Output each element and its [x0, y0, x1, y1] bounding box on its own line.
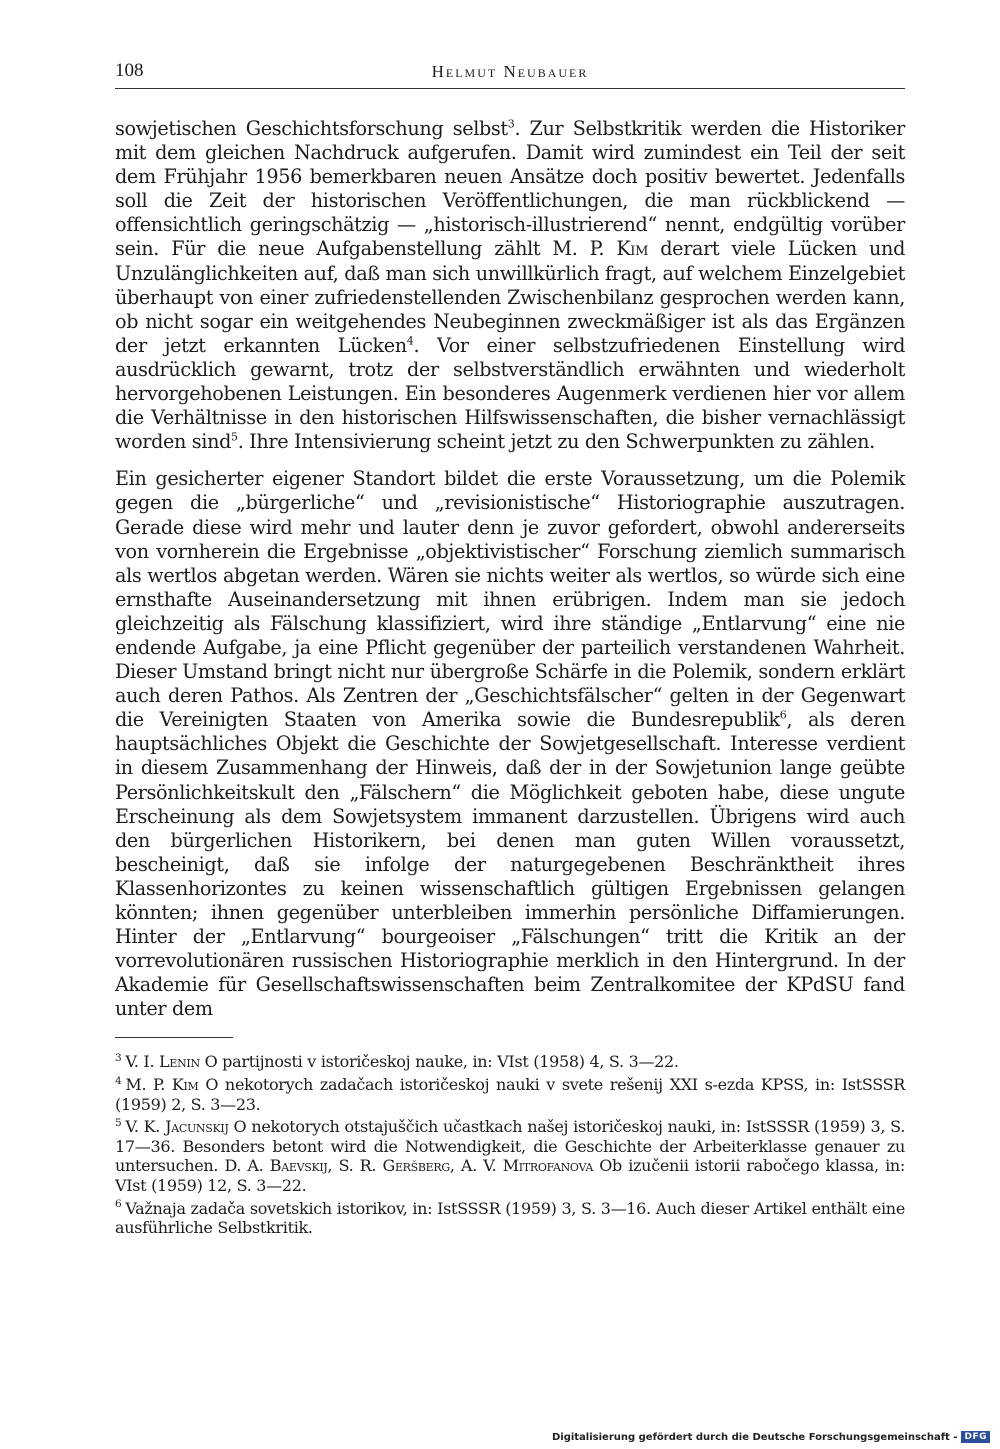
- footnote-reference[interactable]: 5: [231, 430, 238, 444]
- footnotes: [115, 1052, 905, 1237]
- text-run: , als deren hauptsächliches Objekt die Geschichte der Sowjetgesellschaft. Interesse verdient in diesem Zusammenhang der Hinweis, daß der in der Sowjetunion lange geübte Persönlichkeitskult den „Fälschern“ die Möglichkeit geboten habe, diese ungute Erscheinung als dem Sowjetsystem immanent darzustellen. Übrigens wird auch den bürgerlichen Historikern, bei denen man guten Willen voraussetzt, bescheinigt, daß sie infolge der naturgegebenen Beschränktheit ihres Klassenhorizontes zu keinen wissenschaftlich gültigen Ergebnissen gelangen könnten; ihnen gegenüber unterbleiben immerhin persönliche Diffamierungen. Hinter der „Entlarvung“ bourgeoiser „Fälschungen“ tritt die Kritik an der vorrevolutionären russischen Historiographie merklich in den Hintergrund. In der Akademie für Gesellschaftswissenschaften beim Zentralkomitee der KPdSU fand unter dem: [115, 708, 905, 1021]
- author-name: Geršberg: [382, 1156, 450, 1176]
- footnote-number: 3: [115, 1052, 122, 1065]
- text-run: . Vor einer selbstzufriedenen Einstellung wird ausdrücklich gewarnt, trotz der selbstverständlich erwähnten und wiederholt hervorgehobenen Leistungen. Ein besonderes Augenmerk verdienen hier vor allem die Verhältnisse in den historischen Hilfswissenschaften, die bisher vernachlässigt worden sind: [115, 333, 905, 454]
- text-run: derart viele Lücken und Unzulänglichkeiten auf, daß man sich unwillkürlich fragt, auf welchem Einzelgebiet überhaupt von einer zufriedenstellenden Zwischenbilanz gesprochen werden kann, ob nicht sogar ein weitgehendes Neubeginnen zweckmäßiger ist als das Ergänzen der jetzt erkannten Lücken: [115, 237, 905, 357]
- author-name: Kim: [616, 237, 649, 261]
- footnote: [115, 1199, 905, 1238]
- dfg-logo: DFG: [961, 1431, 990, 1443]
- page-header: [115, 58, 905, 89]
- page: [115, 58, 905, 1241]
- credit-text: Digitalisierung gefördert durch die Deutsche Forschungsgemeinschaft -: [551, 1431, 958, 1443]
- footnote-reference[interactable]: 3: [507, 117, 515, 131]
- text-run: sowjetischen Geschichtsforschung selbst: [115, 117, 508, 140]
- paragraph: [115, 467, 905, 1021]
- text-run: M. P.: [125, 1075, 172, 1095]
- body-text: [115, 117, 905, 1021]
- digitization-credit: [552, 1431, 990, 1443]
- text-run: . Zur Selbstkritik werden die Historiker mit dem gleichen Nachdruck aufgerufen. Damit wird zumindest ein Teil der seit dem Frühjahr 1956 bemerkbaren neuen Ansätze doch positiv bewertet. Jedenfalls soll die Zeit der historischen Veröffentlichungen, die man rückblickend — offensichtlich geringschätzig — „historisch-illustrierend“ nennt, endgültig vorüber sein. Für die neue Aufgabenstellung zählt M. P.: [115, 117, 905, 261]
- footnote-reference[interactable]: 4: [406, 334, 414, 348]
- running-head: Helmut Neubauer: [431, 62, 589, 81]
- text-run: , S. R.: [327, 1156, 383, 1176]
- author-name: Mitrofanova: [502, 1156, 593, 1176]
- author-name: Lenin: [159, 1052, 200, 1072]
- author-name: Baevskij: [269, 1156, 328, 1176]
- footnote-number: 6: [115, 1198, 122, 1211]
- footnote-divider: [115, 1037, 233, 1038]
- text-run: Važnaja zadača sovetskich istorikov, in: IstSSSR (1959) 3, S. 3—16. Auch dieser Artikel enthält eine ausführliche Selbstkritik.: [115, 1198, 905, 1238]
- text-run: V. I.: [125, 1052, 160, 1072]
- text-run: O partijnosti v istoričeskoj nauke, in: VIst (1958) 4, S. 3—22.: [199, 1052, 679, 1072]
- footnote-reference[interactable]: 6: [779, 708, 787, 722]
- text-run: . Ihre Intensivierung scheint jetzt zu den Schwerpunkten zu zählen.: [237, 430, 875, 454]
- author-name: Jacunskij: [165, 1117, 229, 1137]
- text-run: V. K.: [125, 1117, 166, 1137]
- text-run: , A. V.: [449, 1156, 503, 1176]
- text-run: Ein gesicherter eigener Standort bildet die erste Voraussetzung, um die Polemik gegen die „bürgerliche“ und „revisionistische“ Historiographie auszutragen. Gerade diese wird mehr und lauter denn je zuvor gefordert, obwohl andererseits von vornherein die Ergebnisse „objektivistischer“ Forschung ziemlich summarisch als wertlos abgetan werden. Wären sie nichts weiter als wertlos, so würde sich eine ernsthafte Auseinandersetzung mit ihnen erübrigen. Indem man sie jedoch gleichzeitig als Fälschung klassifiziert, wird ihre ständige „Entlarvung“ eine nie endende Aufgabe, ja eine Pflicht gegenüber der parteilich verstandenen Wahrheit. Dieser Umstand bringt nicht nur übergroße Schärfe in die Polemik, sondern erklärt auch deren Pathos. Als Zentren der „Geschichtsfälscher“ gelten in der Gegenwart die Vereinigten Staaten von Amerika sowie die Bundesrepublik: [115, 467, 905, 732]
- footnote: [115, 1075, 905, 1114]
- footnote: [115, 1052, 905, 1072]
- text-run: Ob izučenii istorii rabočego klassa, in: VIst (1959) 12, S. 3—22.: [115, 1156, 905, 1196]
- author-name: Kim: [171, 1075, 199, 1095]
- paragraph: [115, 117, 905, 454]
- text-run: O nekotorych otstajuščich učastkach našej istoričeskoj nauki, in: IstSSSR (1959) 3, S. 17—36. Besonders betont wird die Notwendigkeit, die Geschichte der Arbeiterklasse genauer zu untersuchen. D. A.: [115, 1117, 905, 1176]
- footnote-number: 5: [115, 1116, 122, 1129]
- footnote-number: 4: [115, 1074, 122, 1087]
- page-number: 108: [115, 60, 144, 81]
- footnote: [115, 1117, 905, 1195]
- text-run: O nekotorych zadačach istoričeskoj nauki v svete rešenij XXI s-ezda KPSS, in: IstSSSR (1959) 2, S. 3—23.: [115, 1075, 905, 1114]
